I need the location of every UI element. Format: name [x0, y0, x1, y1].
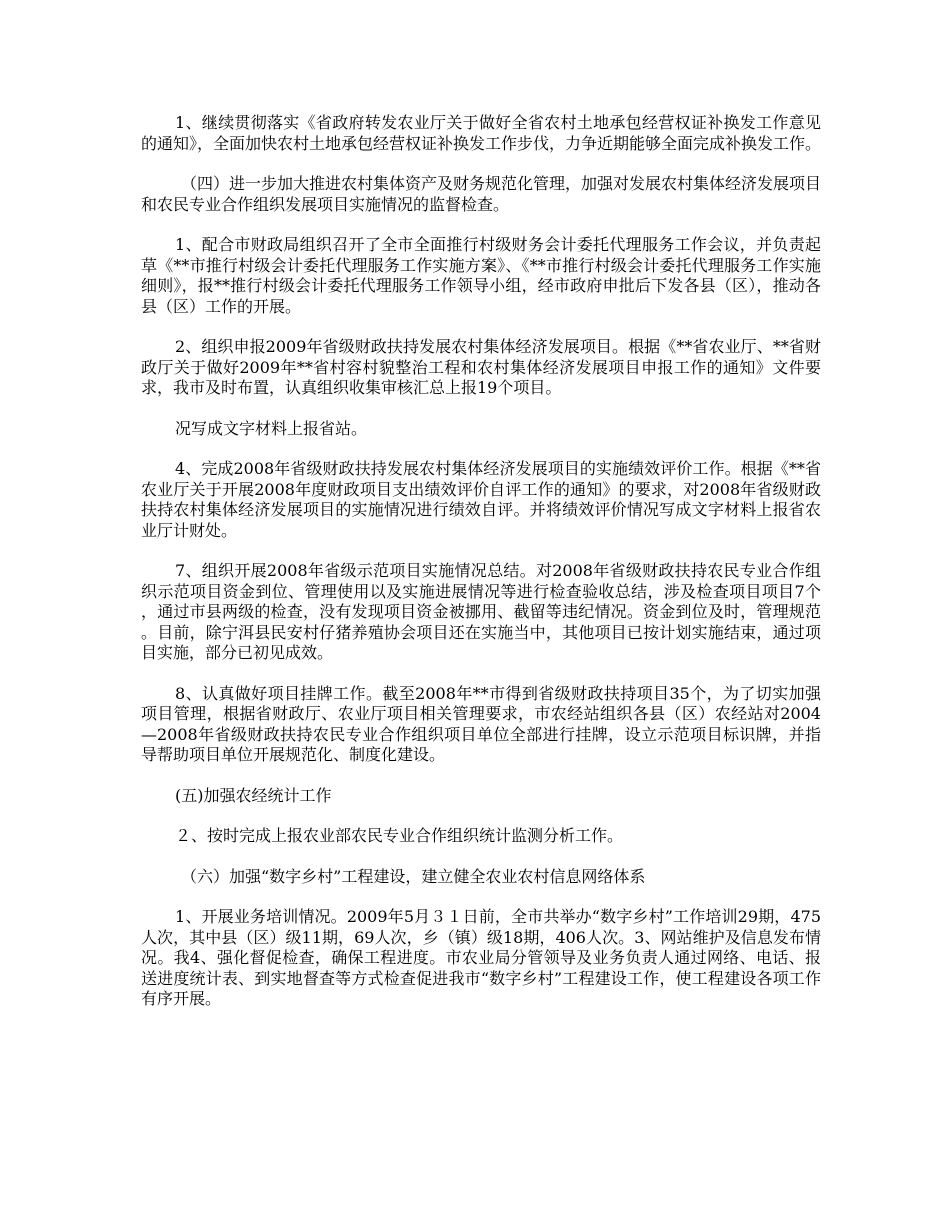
section-heading-6: （六）加强“数字乡村”工程建设，建立健全农业农村信息网络体系 — [181, 866, 646, 886]
paragraph-statistics-report: ２、按时完成上报农业部农民专业合作组织统计监测分析工作。 — [175, 826, 624, 845]
paragraph-project-application: 2、组织申报2009年省级财政扶持发展农村集体经济发展项目。根据《**省农业厅、**省财政厅关于做好2009年**省村容村貌整治工程和农村集体经济发展项目申报工作的通知》文件要求，我市及时布置，认真组织收集审核汇总上报19个项目。 — [141, 337, 821, 397]
paragraph-demo-project-summary: 7、组织开展2008年省级示范项目实施情况总结。对2008年省级财政扶持农民专业合作组织示范项目资金到位、管理使用以及实施进展情况等进行检查验收总结，涉及检查项目项目7个，通过市县两级的检查，没有发现项目资金被挪用、截留等违纪情况。资金到位及时，管理规范。目前，除宁洱县民安村仔猪养殖协会项目还在实施当中，其他项目已按计划实施结束，通过项目实施，部分已初见成效。 — [141, 561, 821, 662]
paragraph-accounting-agency: 1、配合市财政局组织召开了全市全面推行村级财务会计委托代理服务工作会议，并负责起草《**市推行村级会计委托代理服务工作实施方案》、《**市推行村级会计委托代理服务工作实施细则》，报**推行村级会计委托代理服务工作领导小组，经市政府申批后下发各县（区），推动各县（区）工作的开展。 — [141, 235, 821, 316]
document-body — [141, 113, 821, 1030]
section-heading-4: （四）进一步加大推进农村集体资产及财务规范化管理，加强对发展农村集体经济发展项目和农民专业合作组织发展项目实施情况的监督检查。 — [141, 174, 822, 214]
paragraph-report-fragment: 况写成文字材料上报省站。 — [175, 418, 368, 438]
paragraph-performance-evaluation: 4、完成2008年省级财政扶持发展农村集体经济发展项目的实施绩效评价工作。根据《**省农业厅关于开展2008年度财政项目支出绩效评价自评工作的通知》的要求，对2008年省级财政扶持农村集体经济发展项目的实施情况进行绩效自评。并将绩效评价情况写成文字材料上报省农业厅计财处。 — [141, 459, 821, 540]
section-heading-5: (五)加强农经统计工作 — [175, 785, 332, 805]
paragraph-project-signage: 8、认真做好项目挂牌工作。截至2008年**市得到省级财政扶持项目35个，为了切实加强项目管理，根据省财政厅、农业厅项目相关管理要求，市农经站组织各县（区）农经站对2004—2008年省级财政扶持农民专业合作组织项目单位全部进行挂牌，设立示范项目标识牌，并指导帮助项目单位开展规范化、制度化建设。 — [141, 683, 821, 764]
paragraph-training: 1、开展业务培训情况。2009年5月３１日前，全市共举办“数字乡村”工作培训29期，475人次，其中县（区）级11期，69人次，乡（镇）级18期，406人次。3、网站维护及信息发布情况。我4、强化督促检查，确保工程进度。市农业局分管领导及业务负责人通过网络、电话、报送进度统计表、到实地督查等方式检查促进我市“数字乡村”工程建设工作，使工程建设各项工作有序开展。 — [141, 907, 821, 1008]
paragraph-land-contract: 1、继续贯彻落实《省政府转发农业厅关于做好全省农村土地承包经营权证补换发工作意见的通知》，全面加快农村土地承包经营权证补换发工作步伐，力争近期能够全面完成补换发工作。 — [141, 113, 822, 153]
